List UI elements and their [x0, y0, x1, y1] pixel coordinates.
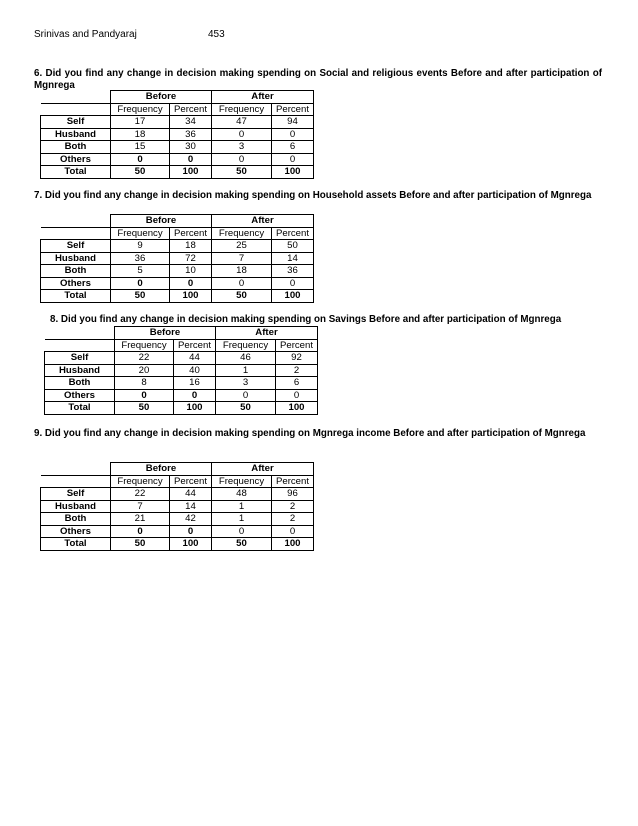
- table-cell: 100: [272, 538, 314, 551]
- header-before: Before: [111, 215, 212, 228]
- table-cell: 50: [272, 240, 314, 253]
- table-cell: 36: [272, 265, 314, 278]
- table-cell: 34: [170, 116, 212, 129]
- table-cell: 44: [170, 488, 212, 501]
- table-row: [45, 352, 318, 365]
- header-after: After: [212, 215, 314, 228]
- table-cell: 0: [170, 153, 212, 166]
- table-cell: 18: [212, 265, 272, 278]
- table-cell: 18: [170, 240, 212, 253]
- row-label: Both: [45, 377, 115, 390]
- table-row: [45, 389, 318, 402]
- row-label: Both: [41, 141, 111, 154]
- table-cell: 25: [212, 240, 272, 253]
- table-cell: 47: [212, 116, 272, 129]
- table-cell: 72: [170, 252, 212, 265]
- question-6: 6. Did you find any change in decision making spending on Social and religious events Before and after participation of Mgnrega: [34, 68, 602, 91]
- table-cell: 50: [216, 402, 276, 415]
- header-before: Before: [115, 327, 216, 340]
- row-label: Both: [41, 513, 111, 526]
- empty-header-cell: [45, 327, 115, 340]
- table-cell: 0: [111, 277, 170, 290]
- table-row: [41, 500, 314, 513]
- question-7: 7. Did you find any change in decision making spending on Household assets Before and after participation of Mgnrega: [34, 190, 592, 201]
- table-cell: 1: [212, 513, 272, 526]
- table-cell: 0: [212, 525, 272, 538]
- table-cell: 3: [212, 141, 272, 154]
- table-row: [41, 265, 314, 278]
- row-label: Others: [45, 389, 115, 402]
- table-cell: 0: [170, 277, 212, 290]
- table-cell: 36: [170, 128, 212, 141]
- table-cell: 8: [115, 377, 174, 390]
- table-cell: 50: [115, 402, 174, 415]
- table-row: [41, 116, 314, 129]
- table-cell: 46: [216, 352, 276, 365]
- question-8: 8. Did you find any change in decision making spending on Savings Before and after participation of Mgnrega: [50, 314, 562, 325]
- table-cell: 50: [212, 290, 272, 303]
- table-cell: 10: [170, 265, 212, 278]
- row-label: Husband: [45, 364, 115, 377]
- row-label: Husband: [41, 128, 111, 141]
- table-cell: 100: [170, 538, 212, 551]
- table-cell: 22: [115, 352, 174, 365]
- table-row: [41, 240, 314, 253]
- empty-header-cell: [45, 339, 115, 352]
- row-label: Others: [41, 153, 111, 166]
- table-cell: 0: [174, 389, 216, 402]
- table-cell: 18: [111, 128, 170, 141]
- table-cell: 0: [170, 525, 212, 538]
- table-header-row: [41, 91, 314, 104]
- table-cell: 100: [170, 166, 212, 179]
- subheader-frequency: Frequency: [115, 339, 174, 352]
- table-q6: [40, 90, 314, 179]
- header-after: After: [212, 463, 314, 476]
- row-label: Self: [41, 240, 111, 253]
- empty-header-cell: [41, 91, 111, 104]
- table-cell: 50: [111, 290, 170, 303]
- table-cell: 15: [111, 141, 170, 154]
- table-cell: 5: [111, 265, 170, 278]
- table-q7: [40, 214, 314, 303]
- table-row: [41, 153, 314, 166]
- table-cell: 30: [170, 141, 212, 154]
- table-row: [41, 538, 314, 551]
- table-cell: 50: [111, 166, 170, 179]
- header-before: Before: [111, 91, 212, 104]
- table-row: [41, 141, 314, 154]
- table-cell: 50: [212, 538, 272, 551]
- table-cell: 0: [212, 153, 272, 166]
- subheader-percent: Percent: [170, 475, 212, 488]
- table-header-row: [45, 327, 318, 340]
- table-cell: 0: [272, 277, 314, 290]
- table-q9: [40, 462, 314, 551]
- table-cell: 9: [111, 240, 170, 253]
- subheader-frequency: Frequency: [111, 103, 170, 116]
- subheader-frequency: Frequency: [212, 227, 272, 240]
- table-subheader-row: [41, 227, 314, 240]
- table-cell: 16: [174, 377, 216, 390]
- table-cell: 3: [216, 377, 276, 390]
- table-cell: 100: [170, 290, 212, 303]
- table-cell: 40: [174, 364, 216, 377]
- table-cell: 17: [111, 116, 170, 129]
- row-label: Husband: [41, 500, 111, 513]
- table-header-row: [41, 463, 314, 476]
- table-cell: 100: [272, 166, 314, 179]
- table-cell: 50: [111, 538, 170, 551]
- table-cell: 2: [272, 500, 314, 513]
- subheader-percent: Percent: [276, 339, 318, 352]
- row-label: Both: [41, 265, 111, 278]
- row-label: Self: [45, 352, 115, 365]
- table-cell: 94: [272, 116, 314, 129]
- header-before: Before: [111, 463, 212, 476]
- empty-header-cell: [41, 475, 111, 488]
- table-cell: 21: [111, 513, 170, 526]
- row-label: Total: [45, 402, 115, 415]
- table-row: [45, 402, 318, 415]
- table-cell: 36: [111, 252, 170, 265]
- table-cell: 100: [272, 290, 314, 303]
- row-label: Self: [41, 488, 111, 501]
- table-cell: 0: [115, 389, 174, 402]
- table-cell: 1: [212, 500, 272, 513]
- running-header: [34, 29, 225, 40]
- table-subheader-row: [45, 339, 318, 352]
- table-row: [41, 166, 314, 179]
- table-row: [45, 364, 318, 377]
- table-cell: 2: [276, 364, 318, 377]
- subheader-frequency: Frequency: [212, 103, 272, 116]
- subheader-percent: Percent: [170, 103, 212, 116]
- table-row: [41, 277, 314, 290]
- table-cell: 0: [111, 153, 170, 166]
- empty-header-cell: [41, 103, 111, 116]
- header-after: After: [216, 327, 318, 340]
- row-label: Self: [41, 116, 111, 129]
- table-cell: 6: [272, 141, 314, 154]
- row-label: Total: [41, 538, 111, 551]
- table-cell: 0: [272, 153, 314, 166]
- table-cell: 0: [276, 389, 318, 402]
- table-cell: 50: [212, 166, 272, 179]
- row-label: Husband: [41, 252, 111, 265]
- table-cell: 14: [272, 252, 314, 265]
- header-after: After: [212, 91, 314, 104]
- table-cell: 100: [276, 402, 318, 415]
- table-row: [41, 488, 314, 501]
- table-row: [41, 513, 314, 526]
- table-row: [41, 252, 314, 265]
- table-cell: 2: [272, 513, 314, 526]
- table-cell: 14: [170, 500, 212, 513]
- table-cell: 7: [212, 252, 272, 265]
- row-label: Others: [41, 277, 111, 290]
- table-cell: 20: [115, 364, 174, 377]
- empty-header-cell: [41, 227, 111, 240]
- row-label: Others: [41, 525, 111, 538]
- subheader-percent: Percent: [272, 103, 314, 116]
- table-cell: 92: [276, 352, 318, 365]
- table-q8: [44, 326, 318, 415]
- table-cell: 0: [111, 525, 170, 538]
- table-cell: 22: [111, 488, 170, 501]
- table-cell: 48: [212, 488, 272, 501]
- subheader-frequency: Frequency: [111, 475, 170, 488]
- empty-header-cell: [41, 463, 111, 476]
- subheader-frequency: Frequency: [216, 339, 276, 352]
- table-cell: 96: [272, 488, 314, 501]
- table-cell: 44: [174, 352, 216, 365]
- header-page-number: 453: [208, 29, 225, 40]
- table-cell: 6: [276, 377, 318, 390]
- table-subheader-row: [41, 103, 314, 116]
- table-cell: 42: [170, 513, 212, 526]
- table-row: [41, 290, 314, 303]
- table-cell: 0: [212, 128, 272, 141]
- table-row: [45, 377, 318, 390]
- table-subheader-row: [41, 475, 314, 488]
- table-row: [41, 525, 314, 538]
- subheader-percent: Percent: [272, 227, 314, 240]
- subheader-percent: Percent: [170, 227, 212, 240]
- row-label: Total: [41, 290, 111, 303]
- subheader-frequency: Frequency: [111, 227, 170, 240]
- table-cell: 100: [174, 402, 216, 415]
- table-cell: 0: [272, 525, 314, 538]
- subheader-frequency: Frequency: [212, 475, 272, 488]
- header-authors: Srinivas and Pandyaraj: [34, 29, 137, 40]
- table-header-row: [41, 215, 314, 228]
- table-cell: 0: [216, 389, 276, 402]
- row-label: Total: [41, 166, 111, 179]
- question-9: 9. Did you find any change in decision making spending on Mgnrega income Before and after participation of Mgnrega: [34, 428, 586, 439]
- table-cell: 0: [272, 128, 314, 141]
- subheader-percent: Percent: [272, 475, 314, 488]
- table-cell: 0: [212, 277, 272, 290]
- table-cell: 7: [111, 500, 170, 513]
- table-row: [41, 128, 314, 141]
- empty-header-cell: [41, 215, 111, 228]
- subheader-percent: Percent: [174, 339, 216, 352]
- table-cell: 1: [216, 364, 276, 377]
